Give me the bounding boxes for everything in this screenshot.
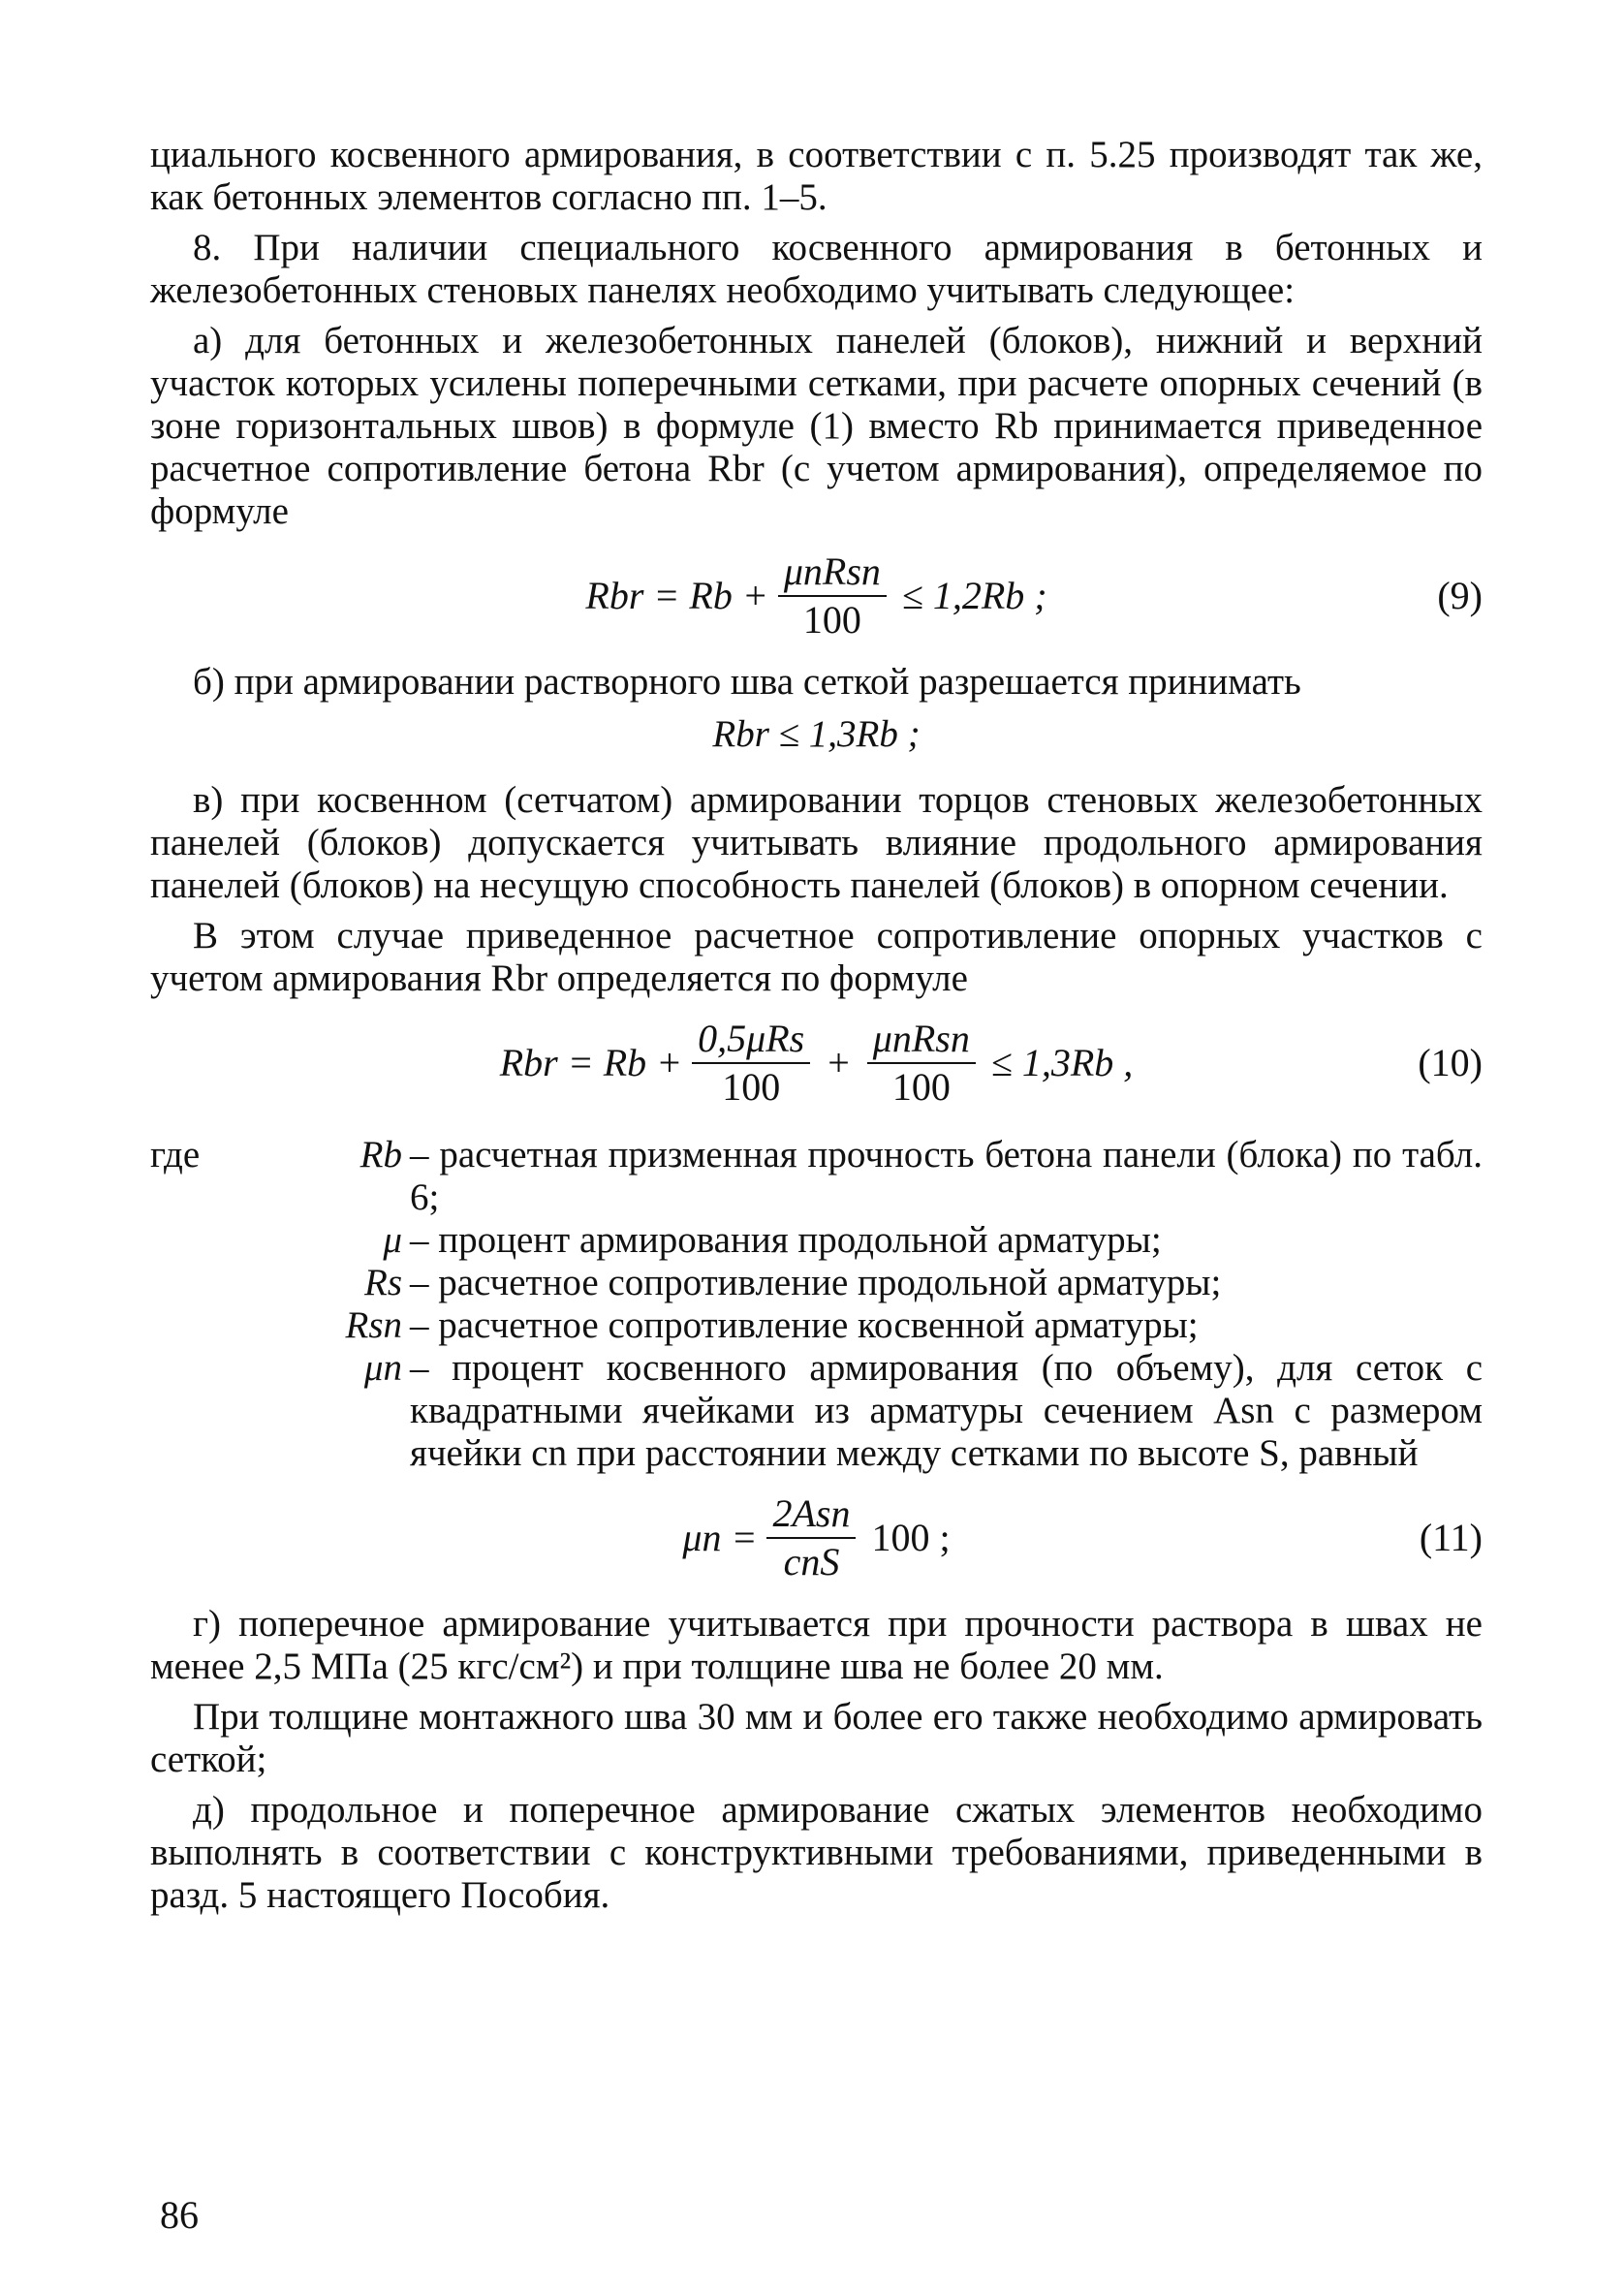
definition-symbol: Rb — [359, 1134, 402, 1176]
formula-10-denominator-2: 100 — [891, 1065, 951, 1109]
definitions-list — [150, 1134, 1483, 1475]
formula-10-fraction-2 — [867, 1018, 976, 1109]
formula-9-fraction — [778, 550, 887, 642]
paragraph-8: 8. При наличии специального косвенного армирования в бетонных и железобетонных стеновых панелях необходимо учитывать следующее: — [150, 227, 1483, 311]
formula-11 — [150, 1485, 1483, 1591]
definition-symbol: μ — [383, 1219, 402, 1261]
formula-11-numerator: 2Asn — [766, 1492, 856, 1539]
formula-11-lhs: μn = — [682, 1516, 758, 1559]
definition-text: – процент косвенного армирования (по объему), для сеток с квадратными ячейками из арматуры сечением Asn с размером ячейки cn при расстоянии между сетками по высоте S, равный — [410, 1347, 1483, 1474]
definition-text: – расчетная призменная прочность бетона панели (блока) по табл. 6; — [410, 1134, 1483, 1218]
definition-symbol: Rsn — [345, 1304, 402, 1346]
formula-10 — [150, 1010, 1483, 1116]
formula-11-number: (11) — [1419, 1516, 1483, 1559]
paragraph-a: а) для бетонных и железобетонных панелей (блоков), нижний и верхний участок которых усилены поперечными сетками, при расчете опорных сечений (в зоне горизонтальных швов) в формуле (1) вместо Rb принимается приведенное расчетное сопротивление бетона Rbr (с учетом армирования), определяемое по формуле — [150, 320, 1483, 532]
paragraph-g: г) поперечное армирование учитывается при прочности раствора в швах не менее 2,5 МПа (25 кгс/см²) и при толщине шва не более 20 мм. — [150, 1603, 1483, 1687]
definition-text: – процент армирования продольной арматуры; — [410, 1219, 1162, 1261]
definition-text: – расчетное сопротивление продольной арматуры; — [410, 1262, 1222, 1303]
formula-11-fraction — [766, 1492, 856, 1583]
formula-b: Rbr ≤ 1,3Rb ; — [712, 713, 921, 755]
paragraph-v2: В этом случае приведенное расчетное сопротивление опорных участков с учетом армирования Rbr определяется по формуле — [150, 915, 1483, 999]
formula-10-numerator-1: 0,5μRs — [692, 1018, 810, 1064]
definition-symbol: Rs — [364, 1262, 402, 1303]
definition-text: – расчетное сопротивление косвенной арматуры; — [410, 1304, 1199, 1346]
definition-item — [150, 1134, 1483, 1219]
document-page — [150, 134, 1483, 1925]
formula-10-rhs: ≤ 1,3Rb , — [990, 1041, 1134, 1084]
formula-9-denominator: 100 — [802, 598, 861, 642]
paragraph-g2: При толщине монтажного шва 30 мм и более его также необходимо армировать сеткой; — [150, 1696, 1483, 1780]
definition-item — [150, 1304, 1483, 1347]
formula-10-denominator-1: 100 — [722, 1065, 781, 1109]
paragraph-d: д) продольное и поперечное армирование сжатых элементов необходимо выполнять в соответствии с конструктивными требованиями, приведенными в разд. 5 настоящего Пособия. — [150, 1789, 1483, 1916]
definition-item — [150, 1262, 1483, 1304]
formula-10-number: (10) — [1418, 1041, 1483, 1084]
formula-11-rhs: 100 ; — [871, 1516, 951, 1559]
paragraph-b: б) при армировании растворного шва сеткой разрешается принимать — [193, 661, 1301, 703]
page-number: 86 — [160, 2193, 199, 2237]
formula-10-numerator-2: μnRsn — [867, 1018, 976, 1064]
formula-10-lhs: Rbr = Rb + — [499, 1041, 683, 1084]
formula-10-plus: + — [828, 1041, 850, 1084]
paragraph-intro: циального косвенного армирования, в соответствии с п. 5.25 производят так же, как бетонных элементов согласно пп. 1–5. — [150, 134, 1483, 218]
formula-9-rhs: ≤ 1,2Rb ; — [901, 574, 1047, 617]
formula-9-numerator: μnRsn — [778, 550, 887, 597]
formula-9 — [150, 543, 1483, 649]
definition-symbol: μn — [363, 1347, 402, 1389]
formula-9-number: (9) — [1437, 574, 1483, 617]
formula-11-denominator: cnS — [783, 1540, 840, 1583]
formula-9-lhs: Rbr = Rb + — [585, 574, 768, 617]
paragraph-v: в) при косвенном (сетчатом) армировании торцов стеновых железобетонных панелей (блоков) допускается учитывать влияние продольного армирования панелей (блоков) на несущую способность панелей (блоков) в опорном сечении. — [150, 779, 1483, 906]
definition-item — [150, 1347, 1483, 1475]
definition-item — [150, 1219, 1483, 1262]
where-label: где — [150, 1134, 201, 1176]
formula-10-fraction-1 — [692, 1018, 810, 1109]
